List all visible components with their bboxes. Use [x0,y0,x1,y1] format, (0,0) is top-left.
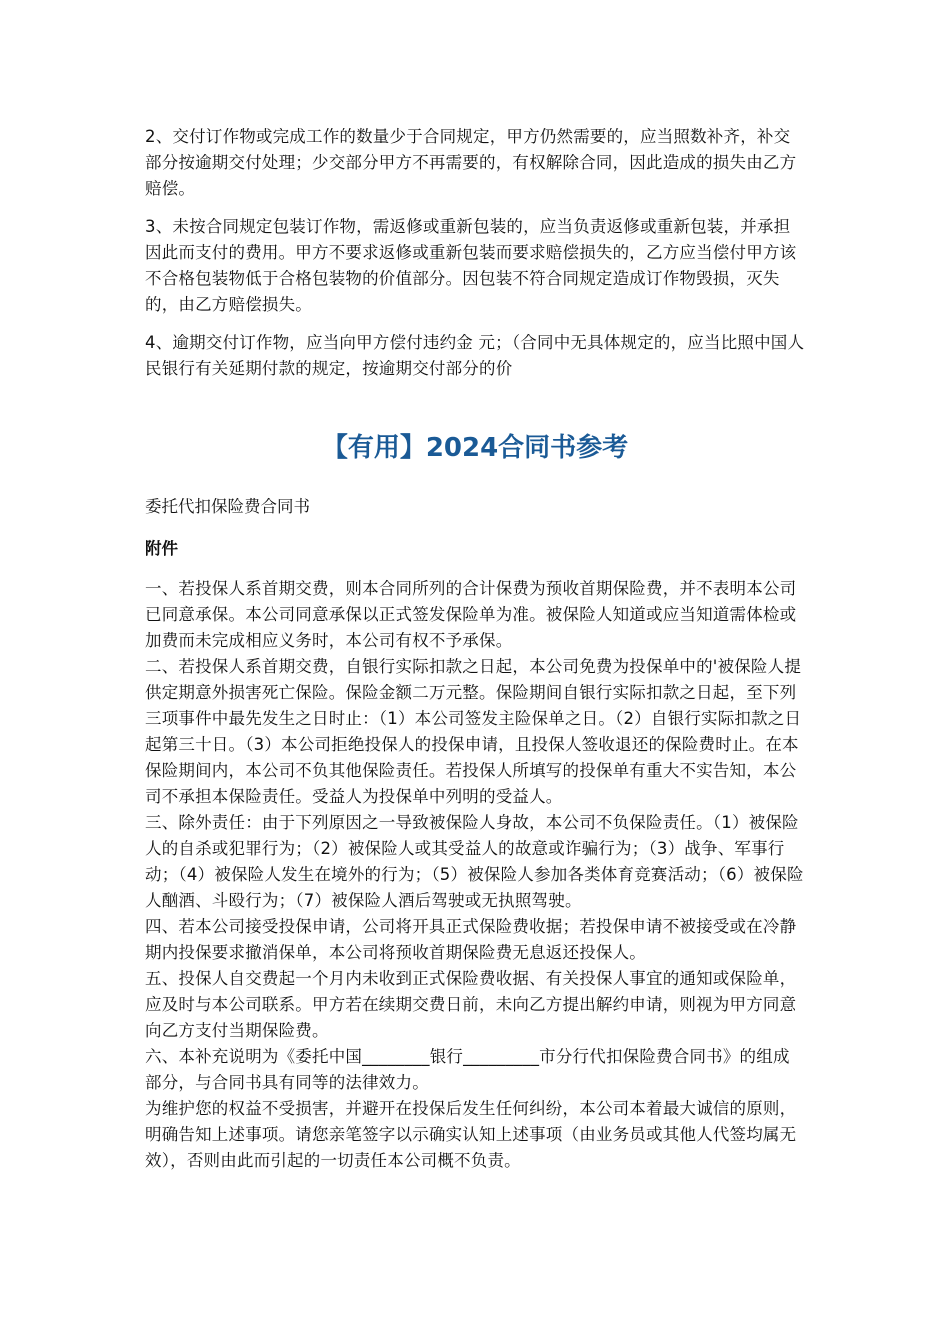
attachment-item-3: 三、除外责任：由于下列原因之一导致被保险人身故，本公司不负保险责任。（1）被保险人的自杀或犯罪行为；（2）被保险人或其受益人的故意或诈骗行为；（3）战争、军事行动；（4）被保险人发生在境外的行为；（5）被保险人参加各类体育竞赛活动；（6）被保险人酗酒、斗殴行为；（7）被保险人酒后驾驶或无执照驾驶。 [145,813,804,910]
clause-paragraph-4: 4、逾期交付订作物，应当向甲方偿付违约金 元；（合同中无具体规定的，应当比照中国人民银行有关延期付款的规定，按逾期交付部分的价 [145,333,805,378]
attachment-item-2: 二、若投保人系首期交费，自银行实际扣款之日起，本公司免费为投保单中的'被保险人提供定期意外损害死亡保险。保险金额二万元整。保险期间自银行实际扣款之日起，至下列三项事件中最先发生之日时止：（1）本公司签发主险保单之日。（2）自银行实际扣款之日起第三十日。（3）本公司拒绝投保人的投保申请，且投保人签收退还的保险费时止。在本保险期间内，本公司不负其他保险责任。若投保人所填写的投保单有重大不实告知，本公司不承担本保险责任。受益人为投保单中列明的受益人。 [145,657,802,806]
page-title: 【有用】2024合同书参考 [321,433,629,463]
contract-subtitle: 委托代扣保险费合同书 [145,497,310,516]
clause-paragraph-2: 2、交付订作物或完成工作的数量少于合同规定，甲方仍然需要的，应当照数补齐，补交部分按逾期交付处理；少交部分甲方不再需要的，有权解除合同，因此造成的损失由乙方赔偿。 [145,127,797,198]
document-page [145,124,805,1174]
clause-paragraph-3: 3、未按合同规定包装订作物，需返修或重新包装的，应当负责返修或重新包装，并承担因此而支付的费用。甲方不要求返修或重新包装而要求赔偿损失的，乙方应当偿付甲方该不合格包装物低于合格包装物的价值部分。因包装不符合同规定造成订作物毁损，灭失的，由乙方赔偿损失。 [145,217,797,314]
attachment-item-6: 六、本补充说明为《委托中国________银行_________市分行代扣保险费合同书》的组成部分，与合同书具有同等的法律效力。 [145,1047,790,1092]
attachment-body [145,576,805,1174]
attachment-item-5: 五、投保人自交费起一个月内未收到正式保险费收据、有关投保人事宜的通知或保险单，应及时与本公司联系。甲方若在续期交费日前，未向乙方提出解约申请，则视为甲方同意向乙方支付当期保险费。 [145,969,797,1040]
attachment-heading: 附件 [145,539,178,558]
attachment-item-1: 一、若投保人系首期交费，则本合同所列的合计保费为预收首期保险费，并不表明本公司已同意承保。本公司同意承保以正式签发保险单为准。被保险人知道或应当知道需体检或加费而未完成相应义务时，本公司有权不予承保。 [145,579,797,650]
attachment-item-4: 四、若本公司接受投保申请，公司将开具正式保险费收据；若投保申请不被接受或在冷静期内投保要求撤消保单，本公司将预收首期保险费无息返还投保人。 [145,917,797,962]
closing-notice: 为维护您的权益不受损害，并避开在投保后发生任何纠纷，本公司本着最大诚信的原则，明确告知上述事项。请您亲笔签字以示确实认知上述事项（由业务员或其他人代签均属无效），否则由此而引起的一切责任本公司概不负责。 [145,1099,797,1170]
